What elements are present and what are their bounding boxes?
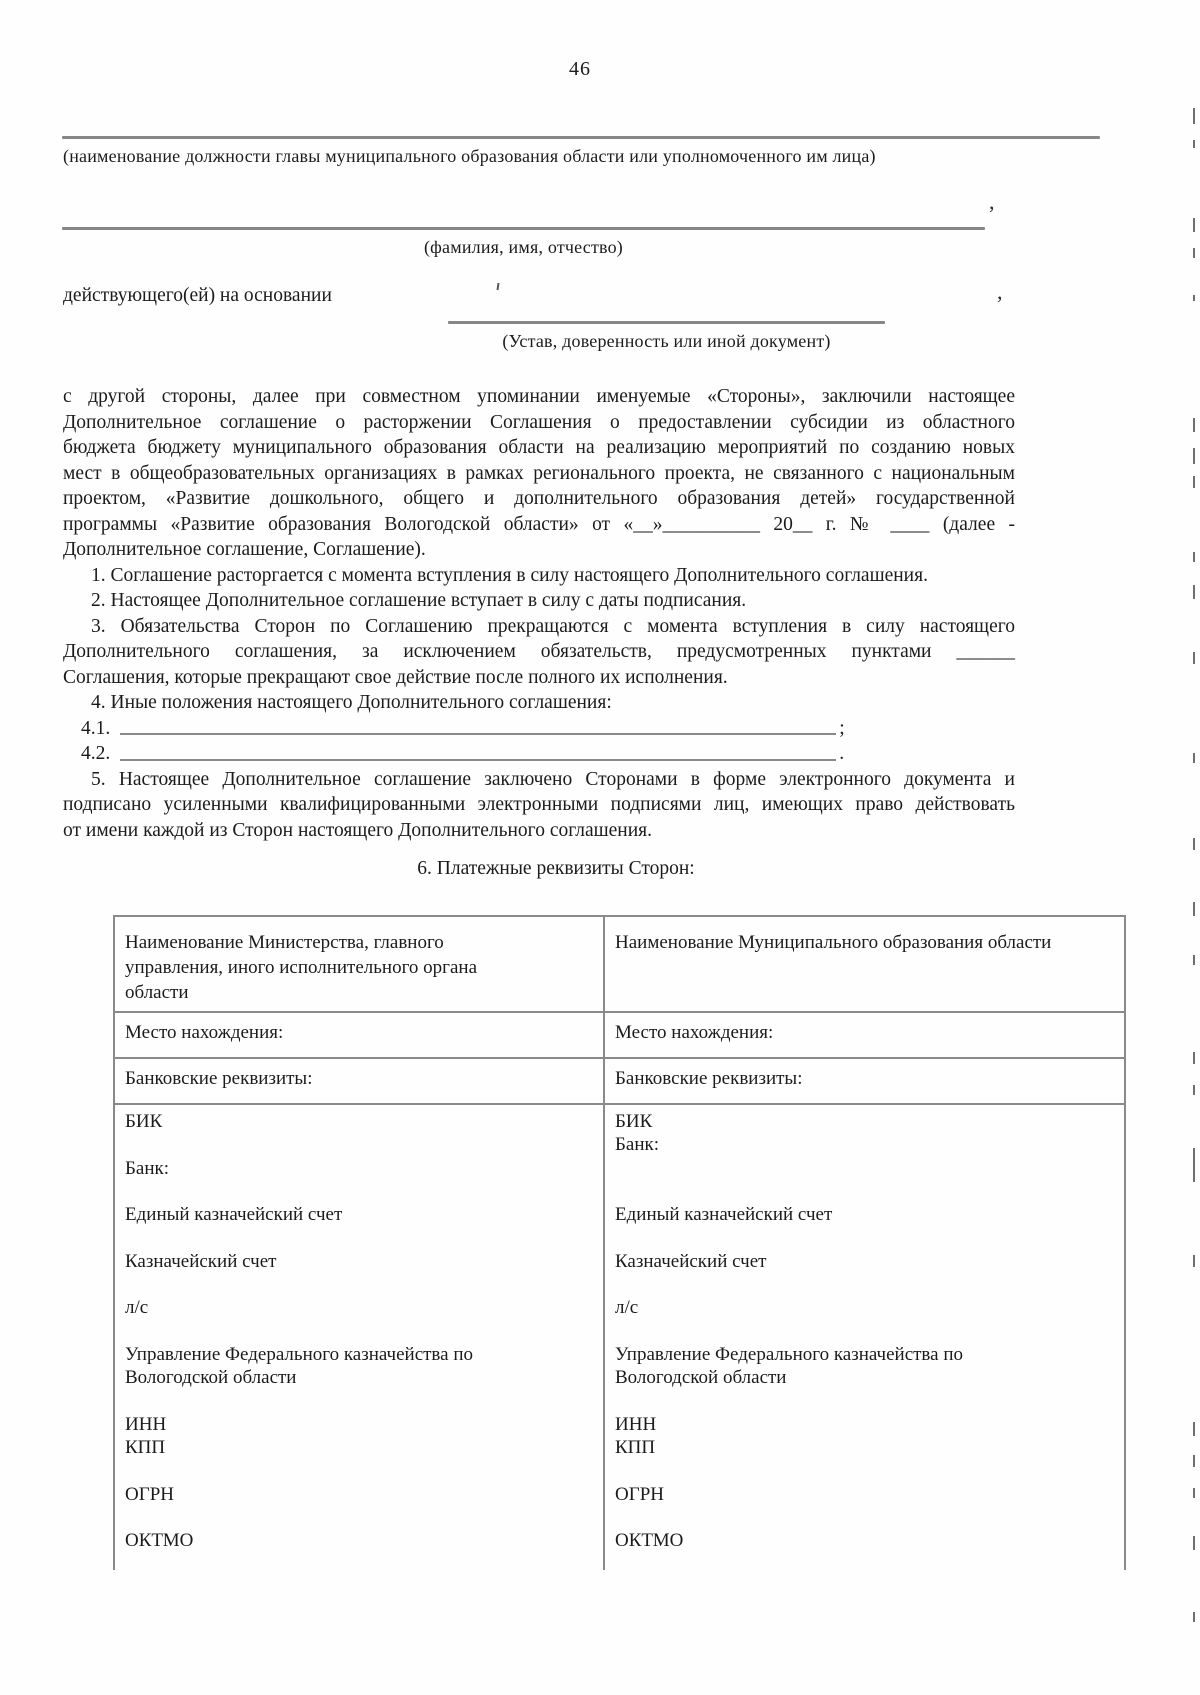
municipality-name-label: Наименование Муниципального образования области: [615, 932, 1052, 953]
comma-after-position-line: ,: [989, 189, 995, 214]
body-line: проектом, «Развитие дошкольного, общего и дополнительного образования детей» государственной: [63, 488, 1015, 509]
detail-line: БИК: [615, 1111, 653, 1132]
detail-line: Банк:: [125, 1157, 170, 1179]
detail-line: [615, 1180, 1067, 1203]
body-line: 3. Обязательства Сторон по Соглашению прекращаются с момента вступления в силу настоящего: [91, 615, 1015, 637]
body-line: Дополнительного соглашения, за исключением обязательств, предусмотренных пунктами ______: [63, 641, 1015, 662]
bank-details-label: Банковские реквизиты:: [615, 1068, 803, 1089]
detail-line: [125, 1226, 577, 1249]
scan-edge-artifact: [1193, 753, 1195, 763]
scan-edge-artifact: [1193, 1422, 1195, 1436]
scan-edge-artifact: [1193, 448, 1195, 464]
detail-line: [615, 1390, 1067, 1413]
body-line: [63, 741, 1015, 767]
detail-line: Единый казначейский счет: [125, 1204, 343, 1226]
table-cell-location-right: [605, 1013, 1124, 1057]
clause-punctuation: .: [839, 743, 845, 764]
body-line: 5. Настоящее Дополнительное соглашение заключено Сторонами в форме электронного документа и: [91, 768, 1015, 790]
detail-line: [615, 1157, 1067, 1180]
detail-line: Банк:: [615, 1134, 660, 1156]
body-text: [63, 384, 1015, 843]
table-cell-location-left: [115, 1013, 605, 1057]
detail-line: [125, 1133, 577, 1156]
detail-line: [125, 1320, 577, 1343]
payment-details-table: [113, 915, 1126, 1570]
detail-line: [615, 1459, 1067, 1482]
clause-number: 4.2.: [81, 743, 111, 764]
detail-line: [125, 1459, 577, 1482]
scan-edge-artifact: [1193, 295, 1195, 301]
table-row: [115, 1013, 1124, 1059]
detail-line: Управление Федерального казначейства по Вологодской области: [125, 1343, 474, 1389]
signature-rule-position: [62, 136, 1100, 139]
detail-line: ОГРН: [615, 1483, 664, 1505]
body-line: 1. Соглашение расторгается с момента вступления в силу настоящего Дополнительного соглашения.: [91, 564, 928, 586]
detail-line: [615, 1320, 1067, 1343]
basis-label: (Устав, доверенность или иной документ): [502, 331, 831, 351]
detail-line: [615, 1273, 1067, 1296]
table-cell-municipality-name: [605, 917, 1124, 1011]
table-cell-details-right: [605, 1105, 1124, 1570]
scan-edge-artifact: [1193, 652, 1195, 664]
table-row: [115, 917, 1124, 1013]
page-number: 46: [569, 58, 591, 80]
scan-edge-artifact: [1193, 1455, 1195, 1467]
scan-edge-artifact: [1193, 140, 1195, 148]
fio-label: (фамилия, имя, отчество): [423, 237, 623, 257]
scan-speck: [497, 283, 500, 290]
detail-line: ОКТМО: [125, 1530, 194, 1552]
body-line: Дополнительное соглашение, Соглашение).: [63, 539, 426, 560]
acting-on-basis-text: действующего(ей) на основании: [63, 285, 332, 306]
payment-details-heading: 6. Платежные реквизиты Сторон:: [417, 858, 695, 879]
location-label: Место нахождения:: [615, 1022, 774, 1043]
scan-edge-artifact: [1193, 955, 1195, 965]
scan-edge-artifact: [1193, 248, 1195, 258]
scan-edge-artifact: [1193, 1148, 1195, 1182]
scan-edge-artifact: [1193, 218, 1195, 232]
detail-line: ИНН: [615, 1413, 657, 1435]
scan-edge-artifact: [1193, 585, 1195, 599]
location-label: Место нахождения:: [125, 1022, 284, 1043]
scan-edge-artifact: [1193, 902, 1195, 916]
scan-edge-artifact: [1193, 552, 1195, 562]
body-line: бюджета бюджету муниципального образования области на реализацию мероприятий по созданию новых: [63, 437, 1015, 458]
detail-line: ОКТМО: [615, 1530, 684, 1552]
signature-rule-fio: [62, 227, 985, 230]
detail-line: л/с: [615, 1297, 639, 1319]
comma-after-acting-line: ,: [997, 279, 1003, 304]
detail-line: [125, 1506, 577, 1529]
table-cell-details-left: [115, 1105, 605, 1570]
body-line: Соглашения, которые прекращают свое действие после полного их исполнения.: [63, 666, 728, 688]
signature-rule-basis: [448, 321, 885, 324]
table-cell-ministry-name: [115, 917, 605, 1011]
detail-line: ОГРН: [125, 1483, 174, 1505]
detail-line: [615, 1226, 1067, 1249]
table-cell-bank-right: [605, 1059, 1124, 1103]
body-line: от имени каждой из Сторон настоящего Дополнительного соглашения.: [63, 819, 652, 841]
scan-edge-artifact: [1193, 1612, 1195, 1622]
scan-edge-artifact: [1193, 1085, 1195, 1095]
detail-line: Единый казначейский счет: [615, 1204, 833, 1226]
ministry-name-label: Наименование Министерства, главного управления, иного исполнительного органа области: [125, 932, 478, 1003]
detail-line: Казначейский счет: [615, 1250, 767, 1272]
scan-edge-artifact: [1193, 1255, 1195, 1267]
detail-line: КПП: [125, 1437, 166, 1459]
blank-fill-line: [120, 759, 836, 761]
scan-edge-artifact: [1193, 1052, 1195, 1064]
scan-edge-artifact: [1193, 838, 1195, 850]
bank-details-label: Банковские реквизиты:: [125, 1068, 313, 1089]
position-label: (наименование должности главы муниципального образования области или уполномоченного им лица): [63, 146, 876, 166]
body-line: [63, 716, 1015, 742]
body-line: 2. Настоящее Дополнительное соглашение вступает в силу с даты подписания.: [91, 590, 747, 611]
scan-edge-artifact: [1193, 108, 1195, 124]
clause-punctuation: ;: [839, 717, 845, 739]
detail-line: КПП: [615, 1437, 656, 1459]
scan-edge-artifact: [1193, 1536, 1195, 1550]
body-line: программы «Развитие образования Вологодской области» от «__»__________ 20__ г. № ____ (далее -: [63, 513, 1015, 535]
detail-line: ИНН: [125, 1413, 167, 1435]
body-line: с другой стороны, далее при совместном упоминании именуемые «Стороны», заключили настоящее: [63, 386, 1015, 407]
blank-fill-line: [120, 733, 836, 735]
body-line: мест в общеобразовательных организациях в рамках регионального проекта, не связанного с национальным: [63, 462, 1015, 484]
scan-edge-artifact: [1193, 476, 1195, 488]
body-line: 4. Иные положения настоящего Дополнительного соглашения:: [91, 692, 612, 713]
body-line: подписано усиленными квалифицированными электронными подписями лиц, имеющих право действовать: [63, 794, 1015, 815]
scan-edge-artifact: [1193, 418, 1195, 432]
clause-number: 4.1.: [81, 717, 111, 739]
table-row: [115, 1105, 1124, 1570]
detail-line: л/с: [125, 1297, 149, 1319]
detail-line: [125, 1273, 577, 1296]
scan-edge-artifact: [1193, 1488, 1195, 1498]
detail-line: [615, 1506, 1067, 1529]
detail-line: Казначейский счет: [125, 1250, 277, 1272]
detail-line: Управление Федерального казначейства по Вологодской области: [615, 1343, 964, 1389]
detail-line: [125, 1180, 577, 1203]
table-row: [115, 1059, 1124, 1105]
body-line: Дополнительное соглашение о расторжении Соглашения о предоставлении субсидии из областного: [63, 411, 1015, 433]
table-cell-bank-left: [115, 1059, 605, 1103]
detail-line: БИК: [125, 1111, 163, 1132]
detail-line: [125, 1390, 577, 1413]
